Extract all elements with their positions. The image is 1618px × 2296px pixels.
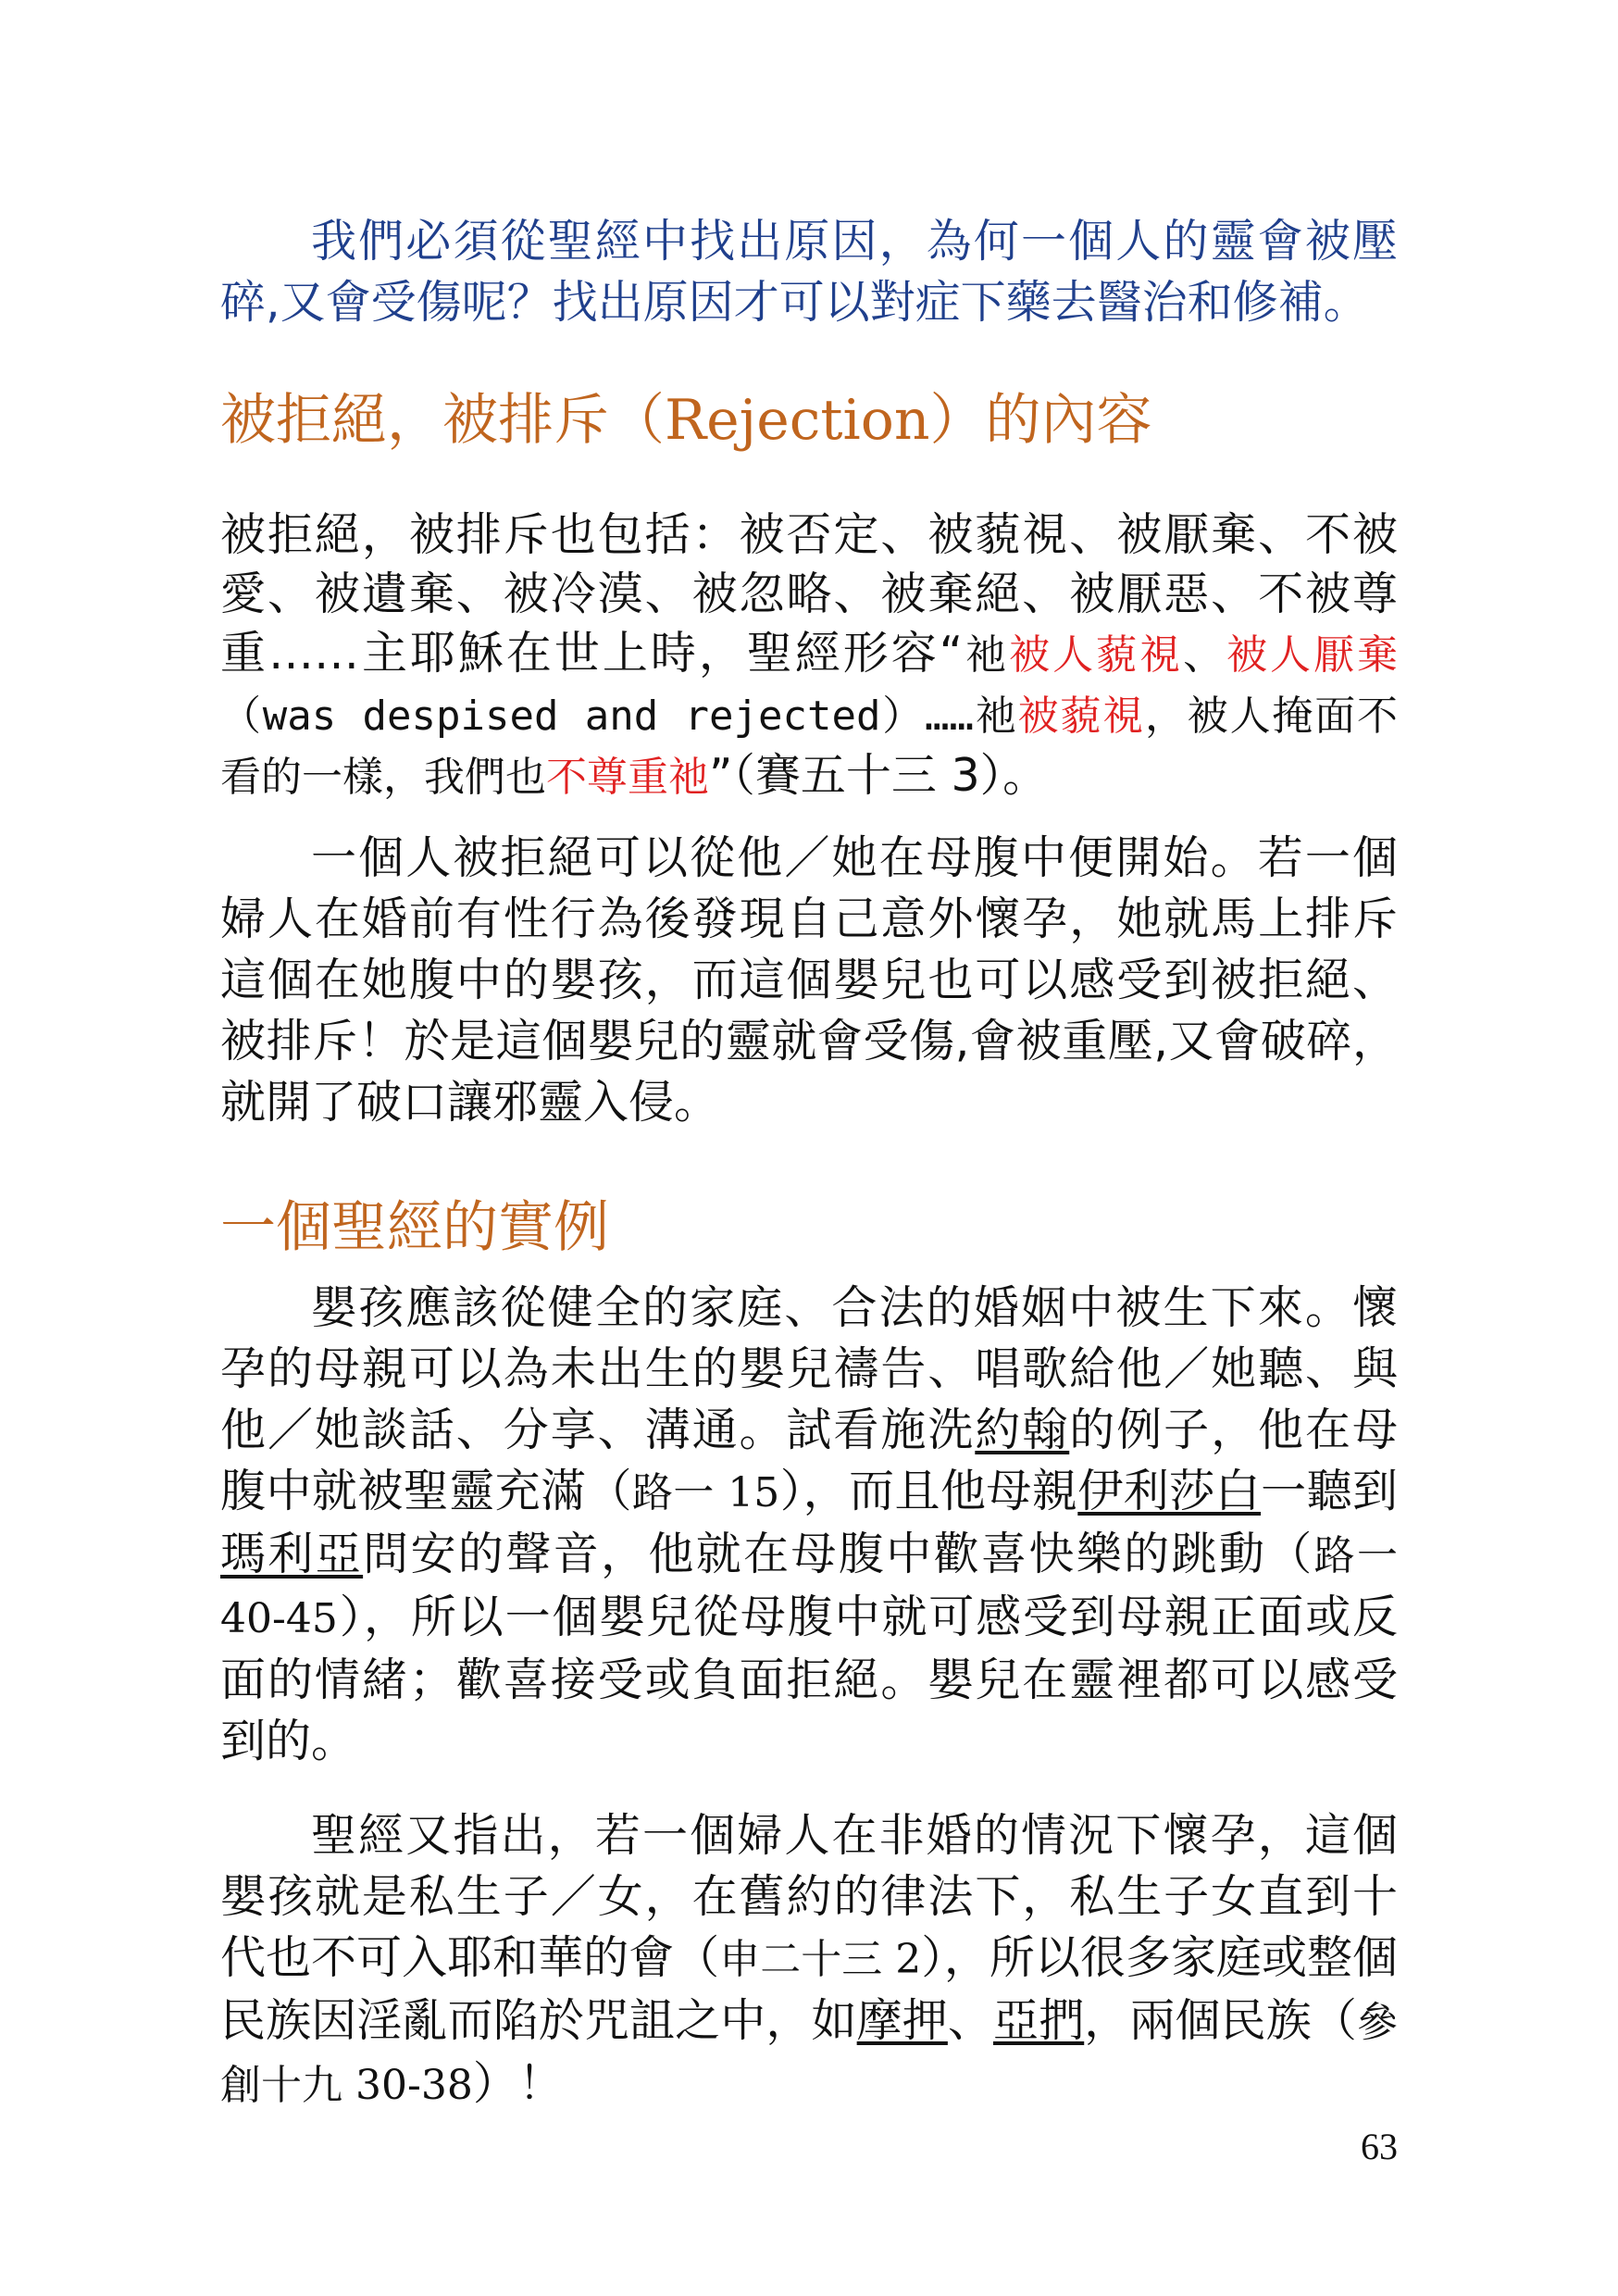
- people-name-moab: 摩押: [856, 1994, 948, 2047]
- section-heading-bible-example: 一個聖經的實例: [220, 1195, 609, 1260]
- intro-paragraph: 我們必須從聖經中找出原因，為何一個人的靈會被壓碎,又會受傷呢？找出原因才可以對症下藥去醫治和修補。: [220, 215, 1398, 329]
- body-text: ，兩個民族（: [1084, 1994, 1357, 2047]
- section-heading-rejection: 被拒絕，被排斥（Rejection）的內容: [220, 388, 1152, 453]
- person-name-john: 約翰: [975, 1404, 1070, 1456]
- body-text: 、: [947, 1994, 993, 2047]
- body-text: 聖經又指出，若一個婦人在非婚的情況下懷孕，這個嬰孩就是私生子／女，在舊約的律法下，私生子女直到十代也不可入耶和華的會（: [220, 1809, 1398, 1984]
- rejection-paragraph: [220, 505, 1398, 807]
- bible-example-paragraph: [220, 1278, 1398, 1772]
- body-text: ），所以很多家庭或整個民族因淫亂而陷於咒詛之中，如: [220, 1931, 1398, 2047]
- quote-highlight: 被人厭棄: [1226, 631, 1399, 679]
- quote-text: ，被人掩面不看的一樣，我們也: [220, 693, 1398, 801]
- person-name-elizabeth: 伊利莎白: [1077, 1465, 1262, 1517]
- rejection-womb-paragraph: 一個人被拒絕可以從他／她在母腹中便開始。若一個婦人在婚前有性行為後發現自己意外懷孕，她就馬上排斥這個在她腹中的嬰孩，而這個嬰兒也可以感受到被拒絕、被排斥！於是這個嬰兒的靈就會受傷,會被重壓,又會破碎，就開了破口讓邪靈入侵。: [220, 831, 1398, 1129]
- body-text: 一聽到: [1261, 1465, 1398, 1517]
- scripture-reference: 路一 40-45: [220, 1532, 1398, 1642]
- rejection-text: 被拒絕，被排斥也包括：被否定、被藐視、被厭棄、不被愛、被遺棄、被冷漠、被忽略、被棄絕、被厭惡、不被尊重……主耶穌在世上時，聖經形容“: [220, 508, 1398, 680]
- quote-text: 祂: [963, 631, 1010, 679]
- page-number: 63: [1361, 2126, 1398, 2167]
- scripture-reference: ”（賽五十三 3）。: [709, 749, 1049, 802]
- people-name-ammon: 亞捫: [993, 1994, 1085, 2047]
- body-text: ）！: [472, 2057, 564, 2110]
- illegitimate-child-paragraph: [220, 1805, 1398, 2116]
- body-text: 問安的聲音，他就在母腹中歡喜快樂的跳動（: [363, 1528, 1314, 1580]
- page-content: [220, 211, 1398, 2116]
- scripture-reference: 路一 15: [631, 1469, 780, 1516]
- body-text: 的例子，他在母腹中就被聖靈充滿（: [220, 1404, 1398, 1517]
- body-text: ），所以一個嬰兒從母腹中就可感受到母親正面或反面的情緒；歡喜接受或負面拒絕。嬰兒在靈裡都可以感受到的。: [220, 1591, 1398, 1767]
- body-text: 嬰孩應該從健全的家庭、合法的婚姻中被生下來。懷孕的母親可以為未出生的嬰兒禱告、唱歌給他／她聽、與他／她談話、分享、溝通。試看施洗: [220, 1281, 1398, 1456]
- body-text: ），而且他母親: [779, 1465, 1078, 1517]
- quote-highlight: 被藐視: [1017, 693, 1146, 740]
- quote-highlight: 被人藐視: [1009, 631, 1184, 679]
- person-name-mary: 瑪利亞: [220, 1528, 364, 1580]
- scripture-reference: 參創十九 30-38: [220, 1999, 1398, 2109]
- quote-text: 祂: [974, 693, 1018, 740]
- quote-highlight: 不尊重祂: [546, 754, 709, 801]
- english-gloss: （was despised and rejected）……: [220, 693, 975, 740]
- quote-text: 、: [1183, 631, 1227, 679]
- scripture-reference: 申二十三 2: [719, 1936, 922, 1983]
